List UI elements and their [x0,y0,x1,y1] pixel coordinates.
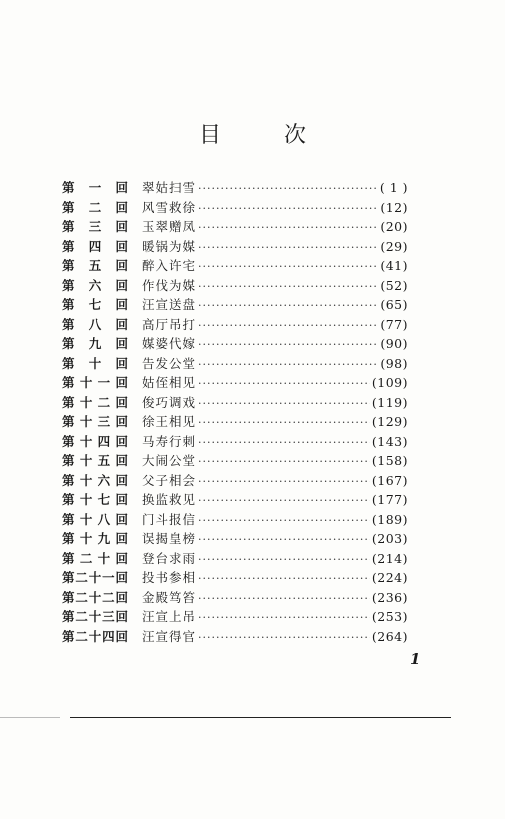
page-ref: (189) [371,511,408,527]
chapter-char: 五 [97,453,111,468]
dot-leader [198,394,370,414]
chapter-number [62,549,128,569]
chapter-char: 回 [115,589,128,605]
page-ref: (41) [380,258,408,273]
dot-leader [198,238,378,258]
chapter-number [62,334,128,354]
dot-leader [198,316,378,336]
chapter-number [62,412,128,432]
chapter-char: 三 [97,414,111,429]
chapter-char: 回 [115,277,128,293]
chapter-char: 十 [79,472,93,488]
chapter-char: 一 [102,570,115,585]
toc-row [62,588,408,608]
chapter-title: 俊巧调戏 [142,394,197,410]
toc-entry [142,529,408,550]
table-of-contents [62,178,408,646]
chapter-title: 翠姑扫雪 [142,180,197,195]
chapter-number [62,588,128,608]
chapter-number [62,354,128,374]
page-ref: (12) [380,199,408,215]
chapter-title: 姑侄相见 [142,375,197,390]
chapter-char: 七 [88,297,102,312]
toc-entry [142,490,408,511]
dot-leader [198,277,378,297]
chapter-number [62,276,128,296]
toc-row [62,510,408,530]
chapter-char: 十 [79,511,93,527]
chapter-number [62,295,128,315]
chapter-char: 十 [88,589,102,605]
page-ref: (264) [371,628,408,644]
chapter-title: 醉入许宅 [142,258,197,273]
chapter-char: 第 [62,258,75,273]
dot-leader [198,530,370,550]
chapter-char: 二 [97,394,111,410]
toc-row [62,627,408,647]
chapter-char: 二 [75,628,88,644]
dot-leader [198,433,370,453]
chapter-number [62,373,128,393]
chapter-char: 十 [79,433,93,449]
chapter-char: 回 [115,453,128,468]
page-ref: (52) [380,277,408,293]
chapter-char: 第 [62,453,75,468]
dot-leader [198,569,370,589]
toc-entry [142,393,408,414]
toc-entry [142,198,408,219]
chapter-title: 风雪救徐 [142,199,197,215]
toc-entry [142,588,408,609]
chapter-char: 二 [75,609,88,624]
page-ref: (109) [371,375,408,390]
toc-row [62,295,408,315]
chapter-char: 第 [62,492,75,507]
footer-rule-right [196,717,451,718]
toc-entry [142,334,408,355]
chapter-char: 十 [79,375,93,390]
chapter-char: 回 [115,180,128,195]
chapter-char: 十 [79,453,93,468]
toc-row [62,432,408,452]
chapter-char: 八 [88,316,102,332]
page-number: 1 [410,650,421,668]
chapter-number [62,256,128,276]
chapter-char: 回 [115,316,128,332]
page-ref: (158) [371,453,408,468]
chapter-char: 六 [88,277,102,293]
page-ref: (143) [371,433,408,449]
chapter-char: 十 [97,550,111,566]
chapter-char: 六 [97,472,111,488]
chapter-number [62,490,128,510]
page-title: 目 次 [199,123,334,148]
chapter-char: 五 [88,258,102,273]
toc-row [62,276,408,296]
chapter-char: 第 [62,355,75,371]
toc-entry [142,568,408,589]
chapter-char: 回 [115,511,128,527]
chapter-char: 第 [62,531,75,546]
toc-entry [142,256,408,277]
dot-leader [198,491,370,511]
page-ref: (214) [371,550,408,566]
toc-row [62,393,408,413]
chapter-number [62,529,128,549]
toc-entry [142,510,408,531]
toc-entry [142,295,408,316]
chapter-char: 七 [97,492,111,507]
toc-entry [142,373,408,394]
dot-leader [198,628,370,648]
chapter-char: 回 [115,297,128,312]
chapter-char: 第 [62,628,75,644]
toc-entry [142,607,408,628]
chapter-char: 第 [62,297,75,312]
footer-rule-faint [0,717,60,718]
chapter-char: 十 [88,628,102,644]
chapter-title: 作伐为媒 [142,277,197,293]
dot-leader [198,413,370,433]
chapter-char: 回 [115,570,128,585]
chapter-char: 十 [88,355,102,371]
chapter-char: 一 [88,180,102,195]
chapter-number [62,627,128,647]
chapter-number [62,432,128,452]
toc-entry [142,178,408,199]
chapter-char: 十 [79,531,93,546]
dot-leader [198,296,378,316]
chapter-number [62,217,128,237]
page-ref: (65) [380,297,408,312]
chapter-char: 回 [115,394,128,410]
chapter-char: 第 [62,316,75,332]
toc-entry [142,276,408,297]
chapter-char: 十 [79,394,93,410]
page-ref: (98) [380,355,408,371]
chapter-title: 马寿行刺 [142,433,197,449]
chapter-char: 第 [62,570,75,585]
chapter-char: 第 [62,394,75,410]
chapter-title: 父子相会 [142,472,197,488]
chapter-char: 回 [115,219,128,234]
chapter-char: 十 [88,570,102,585]
toc-row [62,568,408,588]
chapter-title: 告发公堂 [142,355,197,371]
chapter-number [62,393,128,413]
chapter-number [62,237,128,257]
chapter-number [62,471,128,491]
chapter-char: 第 [62,336,75,351]
chapter-number [62,178,128,198]
chapter-title: 投书参相 [142,570,197,585]
toc-row [62,256,408,276]
chapter-char: 九 [97,531,111,546]
chapter-char: 回 [115,531,128,546]
chapter-title: 门斗报信 [142,511,197,527]
chapter-char: 第 [62,180,75,195]
chapter-char: 第 [62,414,75,429]
toc-entry [142,451,408,472]
chapter-title: 金殿笃笞 [142,589,197,605]
chapter-title: 汪宣送盘 [142,297,197,312]
chapter-char: 四 [97,433,111,449]
chapter-title: 汪宣上吊 [142,609,197,624]
chapter-number [62,607,128,627]
toc-entry [142,354,408,375]
page-ref: (236) [371,589,408,605]
chapter-char: 第 [62,511,75,527]
page-ref: (253) [371,609,408,624]
chapter-char: 第 [62,609,75,624]
chapter-char: 回 [115,199,128,215]
page-ref: (129) [371,414,408,429]
chapter-char: 四 [88,238,102,254]
chapter-char: 二 [88,199,102,215]
toc-entry [142,627,408,648]
chapter-char: 第 [62,238,75,254]
toc-row [62,237,408,257]
page-ref: (167) [371,472,408,488]
chapter-char: 十 [88,609,102,624]
page-ref: (224) [371,570,408,585]
toc-entry [142,471,408,492]
dot-leader [198,218,378,238]
chapter-title: 暖锅为媒 [142,238,197,254]
toc-row [62,471,408,491]
dot-leader [198,335,378,355]
toc-entry [142,237,408,258]
chapter-title: 换监救见 [142,492,197,507]
chapter-title: 玉翠赠凤 [142,219,197,234]
chapter-title: 媒婆代嫁 [142,336,197,351]
chapter-number [62,568,128,588]
chapter-char: 回 [115,628,128,644]
page-ref: (20) [380,219,408,234]
chapter-title: 登台求雨 [142,550,197,566]
toc-row [62,549,408,569]
dot-leader [198,374,370,394]
chapter-char: 回 [115,433,128,449]
dot-leader [198,472,370,492]
chapter-char: 回 [115,238,128,254]
chapter-char: 三 [102,609,115,624]
chapter-number [62,198,128,218]
dot-leader [198,179,378,199]
chapter-title: 徐王相见 [142,414,197,429]
chapter-char: 第 [62,219,75,234]
toc-row [62,217,408,237]
chapter-char: 二 [102,589,115,605]
page-ref: (90) [380,336,408,351]
page-ref: (29) [380,238,408,254]
chapter-char: 回 [115,414,128,429]
chapter-title: 高厅吊打 [142,316,197,332]
dot-leader [198,608,370,628]
chapter-char: 第 [62,472,75,488]
chapter-char: 二 [75,570,88,585]
toc-row [62,412,408,432]
page-ref: (77) [380,316,408,332]
chapter-char: 一 [97,375,111,390]
chapter-char: 第 [62,433,75,449]
chapter-title: 大闹公堂 [142,453,197,468]
toc-row [62,198,408,218]
page-ref: ( 1 ) [379,180,408,195]
chapter-char: 二 [75,589,88,605]
page-ref: (177) [371,492,408,507]
toc-row [62,178,408,198]
toc-row [62,607,408,627]
chapter-number [62,510,128,530]
toc-row [62,334,408,354]
toc-entry [142,432,408,453]
toc-entry [142,549,408,570]
dot-leader [198,452,370,472]
dot-leader [198,511,370,531]
chapter-char: 十 [79,414,93,429]
chapter-char: 第 [62,550,75,566]
chapter-char: 回 [115,375,128,390]
chapter-number [62,451,128,471]
chapter-char: 回 [115,492,128,507]
chapter-title: 汪宣得官 [142,628,197,644]
chapter-char: 三 [88,219,102,234]
dot-leader [198,355,378,375]
dot-leader [198,199,378,219]
dot-leader [198,257,378,277]
chapter-char: 回 [115,336,128,351]
chapter-char: 第 [62,375,75,390]
dot-leader [198,550,370,570]
chapter-char: 九 [88,336,102,351]
toc-entry [142,315,408,336]
toc-entry [142,217,408,238]
chapter-char: 四 [102,628,115,644]
chapter-char: 回 [115,472,128,488]
chapter-char: 十 [79,492,93,507]
chapter-char: 第 [62,589,75,605]
page-ref: (203) [371,531,408,546]
toc-row [62,529,408,549]
toc-entry [142,412,408,433]
toc-row [62,373,408,393]
toc-row [62,315,408,335]
toc-row [62,490,408,510]
page-ref: (119) [371,394,408,410]
chapter-char: 回 [115,609,128,624]
chapter-char: 回 [115,355,128,371]
chapter-char: 第 [62,199,75,215]
toc-row [62,451,408,471]
toc-row [62,354,408,374]
chapter-number [62,315,128,335]
chapter-char: 八 [97,511,111,527]
dot-leader [198,589,370,609]
chapter-char: 第 [62,277,75,293]
chapter-char: 回 [115,550,128,566]
chapter-title: 误揭皇榜 [142,531,197,546]
chapter-char: 回 [115,258,128,273]
chapter-char: 二 [79,550,93,566]
